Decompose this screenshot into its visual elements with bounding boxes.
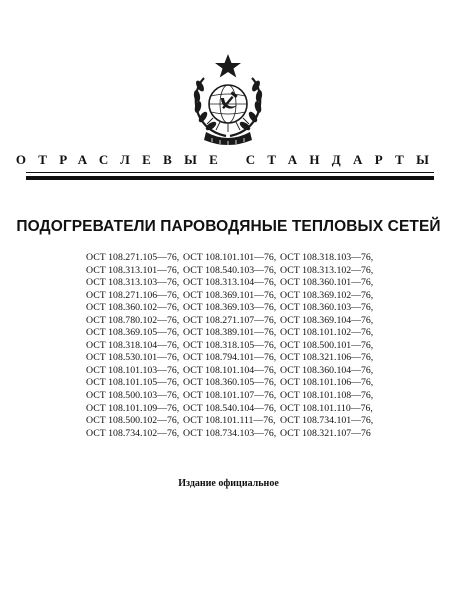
- standard-code: ОСТ 108.369.101—76,: [183, 289, 277, 301]
- standard-code: ОСТ 108.101.108—76,: [280, 390, 374, 402]
- standard-code: ОСТ 108.318.105—76,: [183, 339, 277, 351]
- standard-code: ОСТ 108.500.102—76,: [86, 415, 180, 427]
- standard-code: ОСТ 108.360.104—76,: [280, 364, 374, 376]
- standard-code: ОСТ 108.101.105—76,: [86, 377, 180, 389]
- standard-code: ОСТ 108.101.104—76,: [183, 364, 277, 376]
- standard-code: ОСТ 108.500.103—76,: [86, 390, 180, 402]
- series-title: ОТРАСЛЕВЫЕ СТАНДАРТЫ: [15, 152, 442, 167]
- standard-code: ОСТ 108.313.102—76,: [280, 264, 374, 276]
- standards-list: [86, 252, 382, 440]
- standard-code: ОСТ 108.540.104—76,: [183, 402, 277, 414]
- standard-code: ОСТ 108.101.107—76,: [183, 390, 277, 402]
- standard-code: ОСТ 108.101.110—76,: [280, 402, 373, 414]
- standard-code: ОСТ 108.101.101—76,: [183, 252, 277, 263]
- standard-code: ОСТ 108.271.105—76,: [86, 252, 180, 263]
- standard-code: ОСТ 108.360.105—76,: [183, 377, 277, 389]
- standard-code: ОСТ 108.101.103—76,: [86, 364, 180, 376]
- standard-code: ОСТ 108.101.109—76,: [86, 402, 180, 414]
- standard-code: ОСТ 108.318.103—76,: [280, 252, 374, 263]
- standard-code: ОСТ 108.321.107—76: [280, 427, 371, 439]
- standard-code: ОСТ 108.734.102—76,: [86, 427, 180, 439]
- standard-code: ОСТ 108.734.101—76,: [280, 415, 374, 427]
- standard-code: ОСТ 108.794.101—76,: [183, 352, 277, 364]
- standard-code: ОСТ 108.360.102—76,: [86, 302, 180, 314]
- standard-code: ОСТ 108.313.101—76,: [86, 264, 180, 276]
- standard-code: ОСТ 108.734.103—76,: [183, 427, 277, 439]
- standard-code: ОСТ 108.360.101—76,: [280, 277, 374, 289]
- standard-code: ОСТ 108.540.103—76,: [183, 264, 277, 276]
- standard-code: ОСТ 108.321.106—76,: [280, 352, 374, 364]
- standard-code: ОСТ 108.101.102—76,: [280, 327, 374, 339]
- standard-code: ОСТ 108.780.102—76,: [86, 314, 180, 326]
- standard-code: ОСТ 108.369.102—76,: [280, 289, 374, 301]
- standard-code: ОСТ 108.271.106—76,: [86, 289, 180, 301]
- standard-code: ОСТ 108.101.106—76,: [280, 377, 374, 389]
- standard-code: ОСТ 108.369.104—76,: [280, 314, 374, 326]
- standard-code: ОСТ 108.369.103—76,: [183, 302, 277, 314]
- standard-code: ОСТ 108.530.101—76,: [86, 352, 180, 364]
- standard-code: ОСТ 108.369.105—76,: [86, 327, 180, 339]
- ussr-coat-of-arms-icon: [188, 52, 268, 148]
- standard-code: ОСТ 108.500.101—76,: [280, 339, 374, 351]
- standard-code: ОСТ 108.271.107—76,: [183, 314, 277, 326]
- standard-code: ОСТ 108.360.103—76,: [280, 302, 374, 314]
- standard-code: ОСТ 108.318.104—76,: [86, 339, 180, 351]
- standard-code: ОСТ 108.313.103—76,: [86, 277, 180, 289]
- standard-code: ОСТ 108.389.101—76,: [183, 327, 277, 339]
- document-title: ПОДОГРЕВАТЕЛИ ПАРОВОДЯНЫЕ ТЕПЛОВЫХ СЕТЕЙ: [16, 218, 441, 235]
- header-rule-thick: [26, 176, 434, 180]
- standard-code: ОСТ 108.313.104—76,: [183, 277, 277, 289]
- standard-code: ОСТ 108.101.111—76,: [183, 415, 276, 427]
- edition-note: Издание официальное: [178, 478, 279, 489]
- header-rule-thin: [26, 172, 434, 173]
